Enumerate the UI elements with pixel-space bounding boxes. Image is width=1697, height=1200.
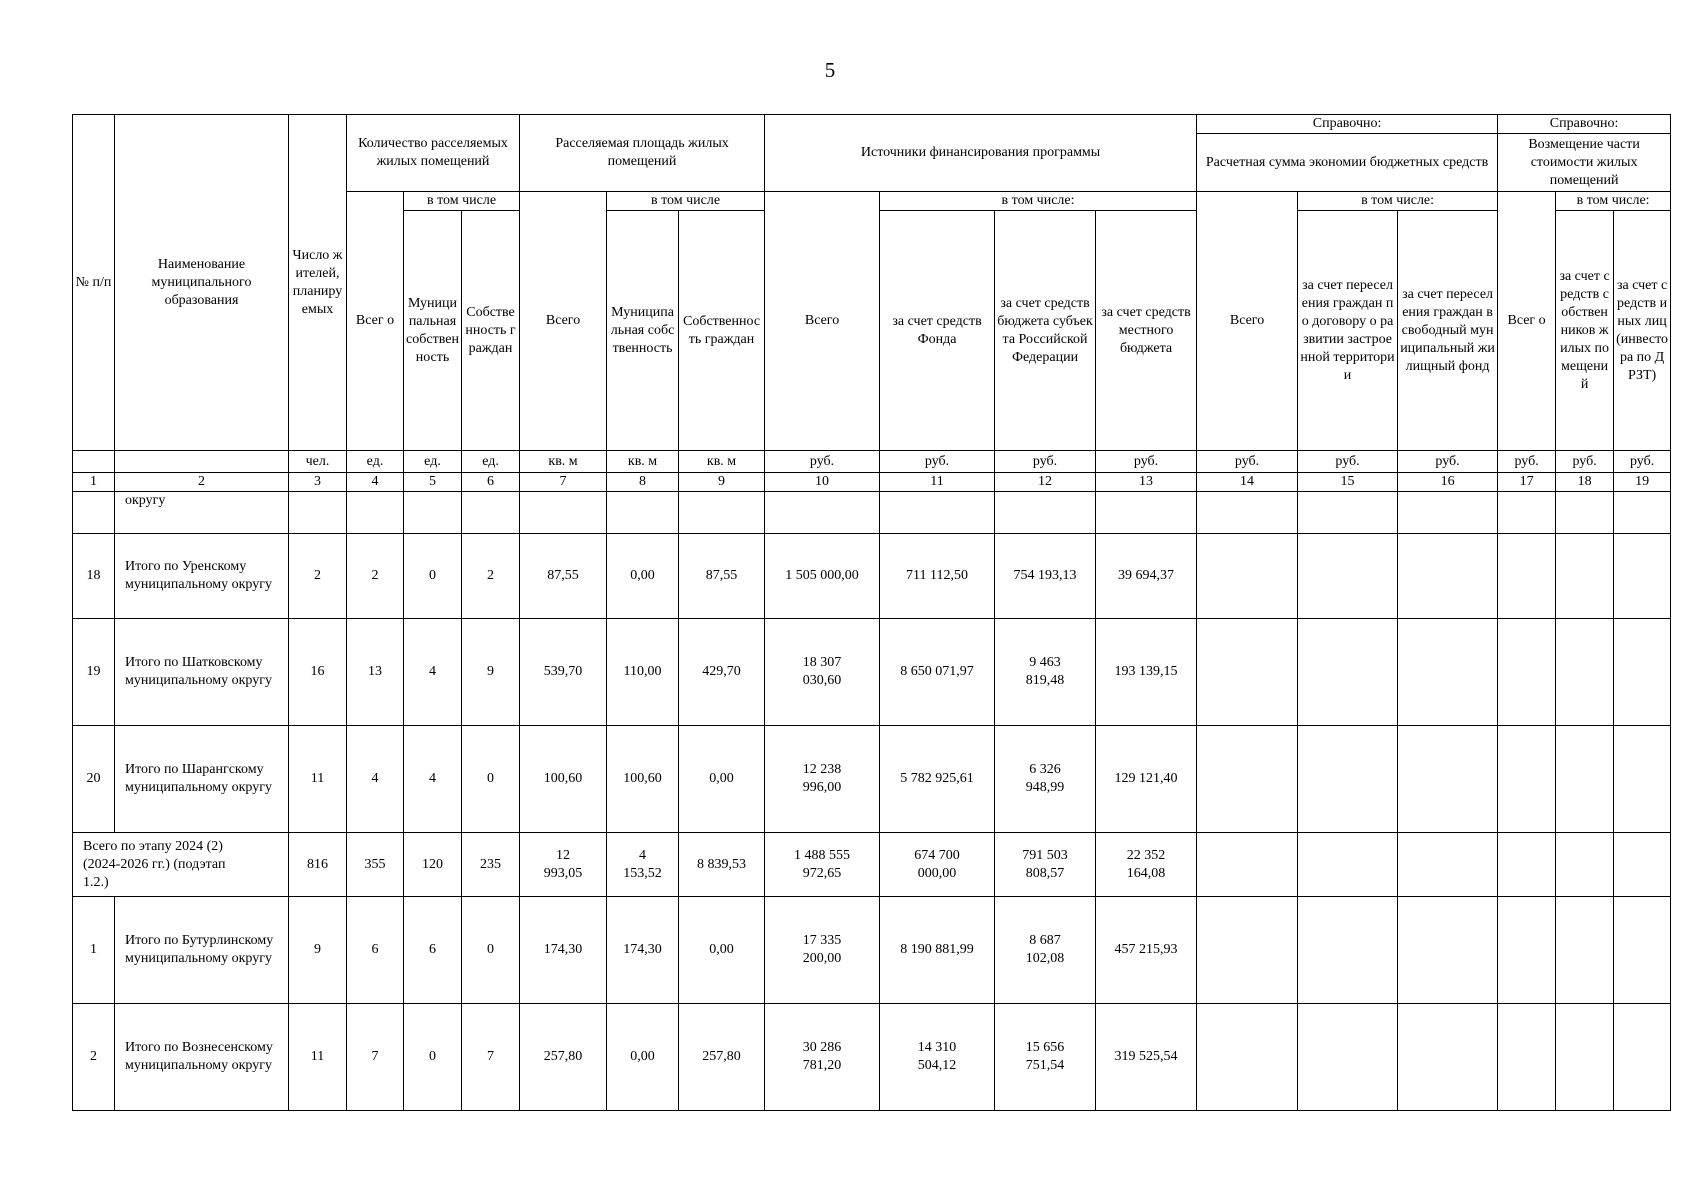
- stage-total-row: [73, 833, 1671, 897]
- header-local-budget: за счет средств местного бюджета: [1096, 211, 1197, 451]
- stage-total-area-citizens: 8 839,53: [679, 833, 765, 897]
- empty-cell: [1298, 1004, 1398, 1111]
- empty-cell: [1298, 534, 1398, 619]
- header-in-that-number: в том числе: [404, 192, 520, 211]
- row-name: Итого по Шатковскому муниципальному округу: [115, 619, 289, 726]
- header-savings-territory: за счет переселения граждан по договору о развитии застроенной территории: [1298, 211, 1398, 451]
- empty-cell: [1614, 833, 1671, 897]
- empty-cell: [1197, 492, 1298, 534]
- header-area: Расселяемая площадь жилых помещений: [520, 115, 765, 192]
- header-municipal-property-area: Муниципальная собственность: [607, 211, 679, 451]
- row-municipal: 4: [404, 726, 462, 833]
- empty-cell: [1614, 492, 1671, 534]
- unit-cell: руб.: [880, 451, 995, 473]
- table-row: [73, 1004, 1671, 1111]
- header-in-that-number: в том числе:: [1298, 192, 1498, 211]
- row-num: 2: [73, 1004, 115, 1111]
- empty-cell: [1298, 726, 1398, 833]
- column-number: 5: [404, 473, 462, 492]
- empty-cell: [1614, 534, 1671, 619]
- row-fund: 8 650 071,97: [880, 619, 995, 726]
- empty-cell: [1614, 897, 1671, 1004]
- row-name: округу: [115, 492, 289, 534]
- row-municipal: 6: [404, 897, 462, 1004]
- row-fin-total: 18 307 030,60: [765, 619, 880, 726]
- empty-cell: [1197, 897, 1298, 1004]
- unit-cell: руб.: [995, 451, 1096, 473]
- row-area-total: 87,55: [520, 534, 607, 619]
- stage-total-fund: 674 700 000,00: [880, 833, 995, 897]
- table-row: [73, 534, 1671, 619]
- table-row: [73, 619, 1671, 726]
- column-number: 6: [462, 473, 520, 492]
- header-financing: Источники финансирования программы: [765, 115, 1197, 192]
- empty-cell: [1096, 492, 1197, 534]
- column-number: 7: [520, 473, 607, 492]
- header-compensation: Возмещение части стоимости жилых помещений: [1498, 134, 1671, 192]
- row-area-citizens: 0,00: [679, 897, 765, 1004]
- empty-cell: [1556, 833, 1614, 897]
- row-fin-total: 1 505 000,00: [765, 534, 880, 619]
- empty-cell: [995, 492, 1096, 534]
- empty-cell: [1556, 726, 1614, 833]
- column-number: 3: [289, 473, 347, 492]
- column-number: 16: [1398, 473, 1498, 492]
- empty-cell: [1556, 1004, 1614, 1111]
- empty-cell: [1197, 833, 1298, 897]
- empty-cell: [1614, 619, 1671, 726]
- empty-cell: [1398, 897, 1498, 1004]
- header-in-that-number: в том числе:: [1556, 192, 1671, 211]
- row-area-total: 100,60: [520, 726, 607, 833]
- header-premises-count: Количество расселяемых жилых помещений: [347, 115, 520, 192]
- empty-cell: [1197, 1004, 1298, 1111]
- row-num: 19: [73, 619, 115, 726]
- row-num: 18: [73, 534, 115, 619]
- row-residents: 11: [289, 726, 347, 833]
- column-number: 17: [1498, 473, 1556, 492]
- unit-cell: руб.: [1197, 451, 1298, 473]
- stage-total-citizens: 235: [462, 833, 520, 897]
- empty-cell: [1398, 492, 1498, 534]
- column-number: 1: [73, 473, 115, 492]
- empty-cell: [1398, 619, 1498, 726]
- empty-cell: [679, 492, 765, 534]
- row-citizens: 0: [462, 897, 520, 1004]
- row-local: 457 215,93: [1096, 897, 1197, 1004]
- unit-cell-empty: [73, 451, 115, 473]
- stage-total-residents: 816: [289, 833, 347, 897]
- column-number: 18: [1556, 473, 1614, 492]
- empty-cell: [289, 492, 347, 534]
- row-name: Итого по Вознесенскому муниципальному округу: [115, 1004, 289, 1111]
- header-residents: Число жителей, планируемых: [289, 115, 347, 451]
- row-total: 6: [347, 897, 404, 1004]
- unit-cell: руб.: [1614, 451, 1671, 473]
- row-area-citizens: 257,80: [679, 1004, 765, 1111]
- row-fund: 8 190 881,99: [880, 897, 995, 1004]
- unit-cell: руб.: [765, 451, 880, 473]
- empty-cell: [1498, 726, 1556, 833]
- stage-total-fin-total: 1 488 555 972,65: [765, 833, 880, 897]
- column-number: 19: [1614, 473, 1671, 492]
- empty-cell: [1197, 619, 1298, 726]
- empty-cell: [1498, 492, 1556, 534]
- empty-cell: [347, 492, 404, 534]
- empty-cell: [1298, 833, 1398, 897]
- row-local: 39 694,37: [1096, 534, 1197, 619]
- header-fund-source: за счет средств Фонда: [880, 211, 995, 451]
- row-area-total: 539,70: [520, 619, 607, 726]
- row-local: 129 121,40: [1096, 726, 1197, 833]
- column-number: 11: [880, 473, 995, 492]
- empty-cell: [765, 492, 880, 534]
- empty-cell: [1498, 833, 1556, 897]
- row-area-municipal: 100,60: [607, 726, 679, 833]
- unit-cell: руб.: [1298, 451, 1398, 473]
- empty-cell: [1556, 897, 1614, 1004]
- empty-cell: [1398, 1004, 1498, 1111]
- row-fund: 711 112,50: [880, 534, 995, 619]
- row-name: Итого по Шарангскому муниципальному округу: [115, 726, 289, 833]
- header-fin-total: Всего: [765, 192, 880, 451]
- header-investor-funds: за счет средств иных лиц (инвестора по ДРЗТ): [1614, 211, 1671, 451]
- unit-cell: руб.: [1556, 451, 1614, 473]
- row-citizens: 7: [462, 1004, 520, 1111]
- row-area-municipal: 0,00: [607, 534, 679, 619]
- empty-cell: [1298, 897, 1398, 1004]
- unit-cell: руб.: [1398, 451, 1498, 473]
- row-num: [73, 492, 115, 534]
- row-subject: 8 687 102,08: [995, 897, 1096, 1004]
- row-area-municipal: 0,00: [607, 1004, 679, 1111]
- row-fin-total: 30 286 781,20: [765, 1004, 880, 1111]
- row-residents: 9: [289, 897, 347, 1004]
- row-subject: 15 656 751,54: [995, 1004, 1096, 1111]
- empty-cell: [1556, 534, 1614, 619]
- header-savings-free-fund: за счет переселения граждан в свободный муниципальный жилищный фонд: [1398, 211, 1498, 451]
- row-area-municipal: 110,00: [607, 619, 679, 726]
- header-subject-budget: за счет средств бюджета субъекта Российской Федерации: [995, 211, 1096, 451]
- row-residents: 2: [289, 534, 347, 619]
- table-row: [73, 897, 1671, 1004]
- empty-cell: [607, 492, 679, 534]
- unit-cell: руб.: [1498, 451, 1556, 473]
- row-subject: 9 463 819,48: [995, 619, 1096, 726]
- row-citizens: 0: [462, 726, 520, 833]
- column-number: 8: [607, 473, 679, 492]
- header-area-total: Всего: [520, 192, 607, 451]
- stage-total-total: 355: [347, 833, 404, 897]
- empty-cell: [1498, 534, 1556, 619]
- row-fin-total: 12 238 996,00: [765, 726, 880, 833]
- row-name: Итого по Бутурлинскому муниципальному округу: [115, 897, 289, 1004]
- empty-cell: [1398, 833, 1498, 897]
- empty-cell: [404, 492, 462, 534]
- empty-cell: [1298, 619, 1398, 726]
- empty-cell: [1498, 1004, 1556, 1111]
- row-total: 7: [347, 1004, 404, 1111]
- row-area-municipal: 174,30: [607, 897, 679, 1004]
- empty-cell: [1498, 619, 1556, 726]
- stage-total-area-municipal: 4 153,52: [607, 833, 679, 897]
- stage-total-subject: 791 503 808,57: [995, 833, 1096, 897]
- header-name: Наименование муниципального образования: [115, 115, 289, 451]
- row-total: 2: [347, 534, 404, 619]
- row-fund: 14 310 504,12: [880, 1004, 995, 1111]
- table-row: [73, 492, 1671, 534]
- header-savings: Расчетная сумма экономии бюджетных средств: [1197, 134, 1498, 192]
- column-number: 15: [1298, 473, 1398, 492]
- row-local: 193 139,15: [1096, 619, 1197, 726]
- row-area-citizens: 0,00: [679, 726, 765, 833]
- empty-cell: [1398, 534, 1498, 619]
- row-total: 13: [347, 619, 404, 726]
- row-municipal: 0: [404, 1004, 462, 1111]
- row-citizens: 9: [462, 619, 520, 726]
- header-num: № п/п: [73, 115, 115, 451]
- row-subject: 754 193,13: [995, 534, 1096, 619]
- unit-cell: кв. м: [607, 451, 679, 473]
- header-municipal-property: Муниципальная собственность: [404, 211, 462, 451]
- row-residents: 16: [289, 619, 347, 726]
- row-area-citizens: 429,70: [679, 619, 765, 726]
- row-subject: 6 326 948,99: [995, 726, 1096, 833]
- stage-total-area-total: 12 993,05: [520, 833, 607, 897]
- row-residents: 11: [289, 1004, 347, 1111]
- unit-cell: кв. м: [679, 451, 765, 473]
- column-number: 4: [347, 473, 404, 492]
- row-municipal: 0: [404, 534, 462, 619]
- empty-cell: [1197, 726, 1298, 833]
- row-area-total: 174,30: [520, 897, 607, 1004]
- page-number: 5: [824, 58, 836, 82]
- empty-cell: [1197, 534, 1298, 619]
- header-in-that-number: в том числе: [607, 192, 765, 211]
- empty-cell: [1614, 726, 1671, 833]
- unit-cell: ед.: [404, 451, 462, 473]
- row-name: Итого по Уренскому муниципальному округу: [115, 534, 289, 619]
- empty-cell: [1398, 726, 1498, 833]
- empty-cell: [1556, 619, 1614, 726]
- header-in-that-number: в том числе:: [880, 192, 1197, 211]
- header-owner-funds: за счет средств собственников жилых помещений: [1556, 211, 1614, 451]
- row-local: 319 525,54: [1096, 1004, 1197, 1111]
- header-premises-total: Всег о: [347, 192, 404, 451]
- header-citizens-property-area: Собственность граждан: [679, 211, 765, 451]
- resettlement-table: [72, 114, 1671, 1111]
- header-compensation-total: Всег о: [1498, 192, 1556, 451]
- column-number: 14: [1197, 473, 1298, 492]
- column-number: 2: [115, 473, 289, 492]
- unit-cell: чел.: [289, 451, 347, 473]
- empty-cell: [462, 492, 520, 534]
- header-savings-total: Всего: [1197, 192, 1298, 451]
- row-citizens: 2: [462, 534, 520, 619]
- empty-cell: [520, 492, 607, 534]
- table-row: [73, 726, 1671, 833]
- unit-cell: ед.: [347, 451, 404, 473]
- stage-total-local: 22 352 164,08: [1096, 833, 1197, 897]
- reference-label-savings: Справочно:: [1197, 115, 1498, 134]
- row-area-total: 257,80: [520, 1004, 607, 1111]
- reference-label-compensation: Справочно:: [1498, 115, 1671, 134]
- stage-total-label: Всего по этапу 2024 (2) (2024-2026 гг.) (подэтап 1.2.): [73, 833, 289, 897]
- column-number: 12: [995, 473, 1096, 492]
- empty-cell: [1298, 492, 1398, 534]
- row-num: 20: [73, 726, 115, 833]
- row-fund: 5 782 925,61: [880, 726, 995, 833]
- stage-total-municipal: 120: [404, 833, 462, 897]
- row-fin-total: 17 335 200,00: [765, 897, 880, 1004]
- row-num: 1: [73, 897, 115, 1004]
- column-number: 10: [765, 473, 880, 492]
- row-total: 4: [347, 726, 404, 833]
- empty-cell: [880, 492, 995, 534]
- empty-cell: [1614, 1004, 1671, 1111]
- unit-cell-empty: [115, 451, 289, 473]
- unit-cell: руб.: [1096, 451, 1197, 473]
- row-municipal: 4: [404, 619, 462, 726]
- empty-cell: [1556, 492, 1614, 534]
- empty-cell: [1498, 897, 1556, 1004]
- column-number: 9: [679, 473, 765, 492]
- unit-cell: кв. м: [520, 451, 607, 473]
- column-number: 13: [1096, 473, 1197, 492]
- header-citizens-property: Собственность граждан: [462, 211, 520, 451]
- row-area-citizens: 87,55: [679, 534, 765, 619]
- unit-cell: ед.: [462, 451, 520, 473]
